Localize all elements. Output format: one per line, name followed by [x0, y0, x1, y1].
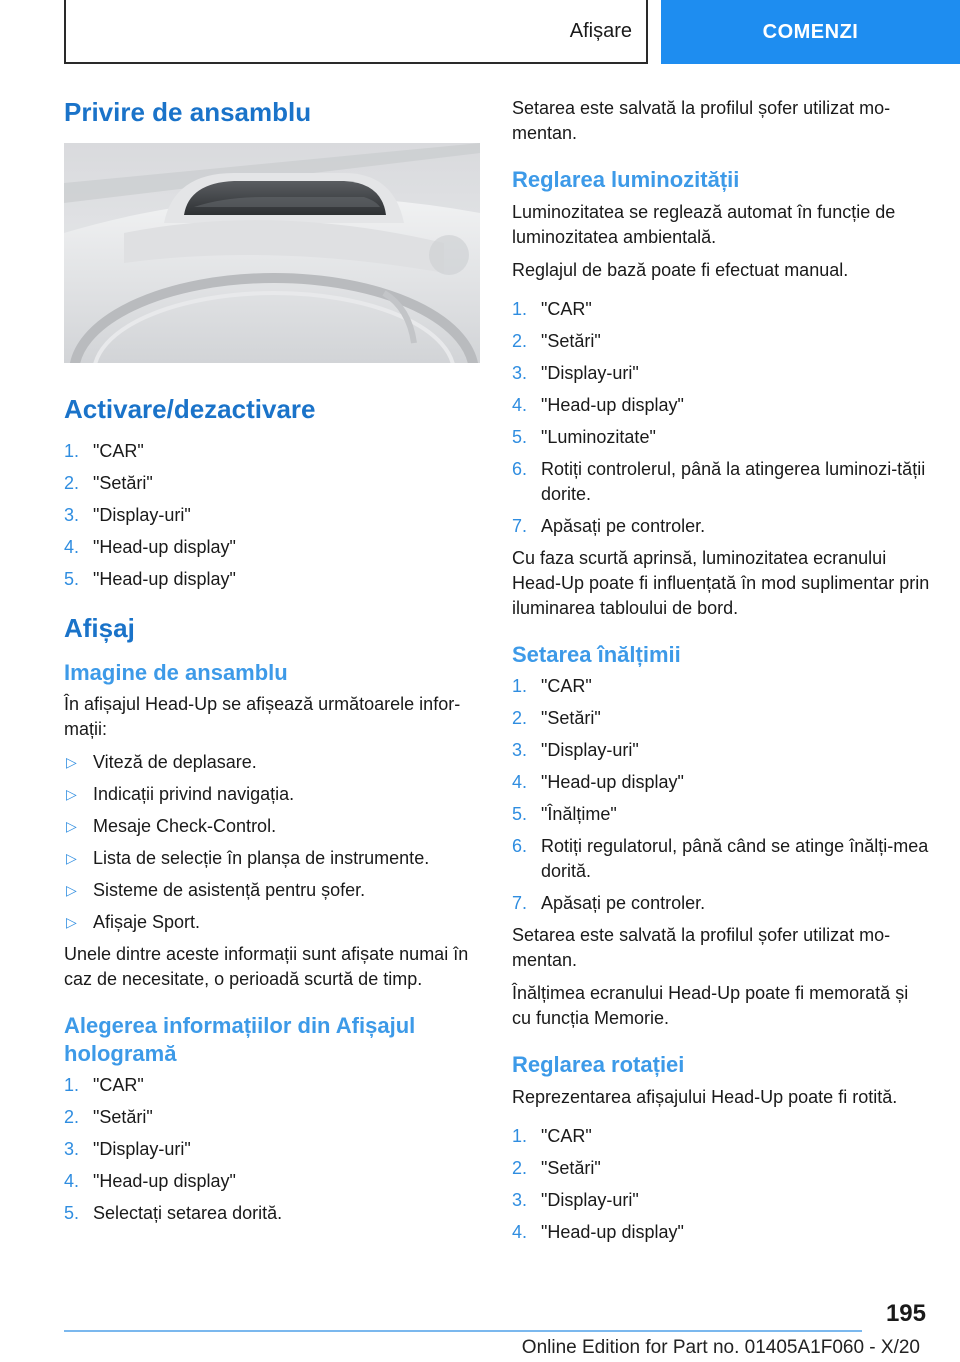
header-section-tab[interactable] [64, 0, 648, 64]
display-note: Unele dintre aceste informații sunt afișate numai în caz de necesitate, o perioadă scurtă de timp. [64, 944, 469, 989]
list-item[interactable]: 3. "Display-uri" [512, 740, 639, 760]
height-title: Setarea înălțimii [512, 641, 681, 667]
list-item[interactable]: 5. Selectați setarea dorită. [64, 1203, 283, 1223]
rotation-steps [512, 1124, 930, 1245]
triangle-bullet-icon: ▷ [66, 754, 77, 770]
display-items [64, 750, 482, 935]
triangle-bullet-icon: ▷ [66, 850, 77, 866]
brightness-note: Cu faza scurtă aprinsă, luminozitatea ecranului Head-Up poate fi influențată în mod suplimentar prin iluminarea tabloului de bord. [512, 547, 930, 618]
list-item[interactable]: 3. "Display-uri" [512, 362, 639, 383]
activation-steps [64, 439, 482, 592]
height-steps [512, 674, 930, 916]
saved-profile-text: Setarea este salvată la profilul șofer utilizat mo-mentan. [512, 98, 891, 143]
brightness-title: Reglarea luminozității [512, 167, 740, 192]
right-column [512, 96, 930, 1252]
list-item[interactable]: 1. "CAR" [512, 1125, 592, 1146]
brightness-steps [512, 297, 930, 539]
list-item[interactable]: 3. "Display-uri" [512, 1189, 639, 1210]
list-item: 6. Rotiți regulatorul, până când se atinge înălți-mea dorită. [512, 836, 929, 881]
image-overview-text: În afișajul Head-Up se afișează următoarele infor-mații: [64, 694, 461, 739]
image-overview-title: Imagine de ansamblu [64, 659, 288, 685]
list-item[interactable]: 3. "Display-uri" [64, 1139, 191, 1159]
activation-title: Activare/dezactivare [64, 393, 316, 424]
list-item: ▷ Indicații privind navigația. [64, 782, 482, 807]
list-item: ▷ Viteză de deplasare. [64, 750, 482, 775]
brightness-text-manual: Reglajul de bază poate fi efectuat manual. [512, 259, 849, 280]
left-column [64, 96, 482, 1233]
list-item[interactable]: 4. "Head-up display" [512, 1221, 684, 1242]
list-item[interactable]: 2. "Setări" [512, 330, 601, 351]
triangle-bullet-icon: ▷ [66, 882, 77, 898]
list-item[interactable]: 5. "Luminozitate" [512, 426, 656, 447]
rotation-title: Reglarea rotației [512, 1052, 685, 1077]
rotation-text: Reprezentarea afișajului Head-Up poate fi rotită. [512, 1086, 898, 1107]
list-item: ▷ Afișaje Sport. [64, 910, 482, 935]
head-up-display-photo [64, 143, 480, 363]
page-number: 195 [885, 1300, 926, 1327]
edition-footer: Online Edition for Part no. 01405A1F060 - X/20 [521, 1337, 920, 1358]
list-item: ▷ Mesaje Check-Control. [64, 814, 482, 839]
list-item: ▷ Lista de selecție în planșa de instrumente. [64, 846, 482, 871]
list-item[interactable]: 5. "Head-up display" [64, 569, 236, 589]
list-item[interactable]: 2. "Setări" [64, 473, 153, 493]
list-item: 7. Apăsați pe controler. [512, 893, 706, 913]
height-memory-text: Înălțimea ecranului Head-Up poate fi memorată și cu funcția Memorie. [512, 983, 909, 1028]
list-item[interactable]: 1. "CAR" [512, 298, 592, 319]
head-up-display-illustration [64, 143, 480, 363]
list-item[interactable]: 4. "Head-up display" [512, 394, 684, 415]
triangle-bullet-icon: ▷ [66, 914, 77, 930]
select-info-title: Alegerea informațiilor din Afișajul hologramă [64, 1013, 416, 1066]
list-item: 7. Apăsați pe controler. [512, 515, 706, 536]
list-item[interactable]: 2. "Setări" [512, 1157, 601, 1178]
display-title: Afișaj [64, 613, 135, 643]
header-section-label: Afișare [569, 19, 632, 42]
triangle-bullet-icon: ▷ [66, 818, 77, 834]
list-item[interactable]: 2. "Setări" [512, 708, 601, 728]
list-item: 6. Rotiți controlerul, până la atingerea luminozi-tății dorite. [512, 458, 926, 504]
list-item[interactable]: 1. "CAR" [64, 441, 144, 461]
list-item[interactable]: 4. "Head-up display" [64, 537, 236, 557]
select-steps [64, 1073, 482, 1226]
header-chapter-label: COMENZI [762, 20, 859, 43]
list-item[interactable]: 2. "Setări" [64, 1107, 153, 1127]
height-saved-text: Setarea este salvată la profilul șofer utilizat mo-mentan. [512, 925, 891, 970]
list-item[interactable]: 3. "Display-uri" [64, 505, 191, 525]
list-item[interactable]: 5. "Înălțime" [512, 804, 617, 824]
triangle-bullet-icon: ▷ [66, 786, 77, 802]
overview-title: Privire de ansamblu [64, 97, 312, 127]
list-item[interactable]: 1. "CAR" [512, 676, 592, 696]
header-chapter-tab[interactable] [661, 0, 960, 64]
list-item[interactable]: 1. "CAR" [64, 1075, 144, 1095]
list-item[interactable]: 4. "Head-up display" [512, 772, 684, 792]
list-item: ▷ Sisteme de asistență pentru șofer. [64, 878, 482, 903]
brightness-text-auto: Luminozitatea se reglează automat în funcție de luminozitatea ambientală. [512, 201, 896, 247]
list-item[interactable]: 4. "Head-up display" [64, 1171, 236, 1191]
footer-divider [64, 1330, 862, 1332]
